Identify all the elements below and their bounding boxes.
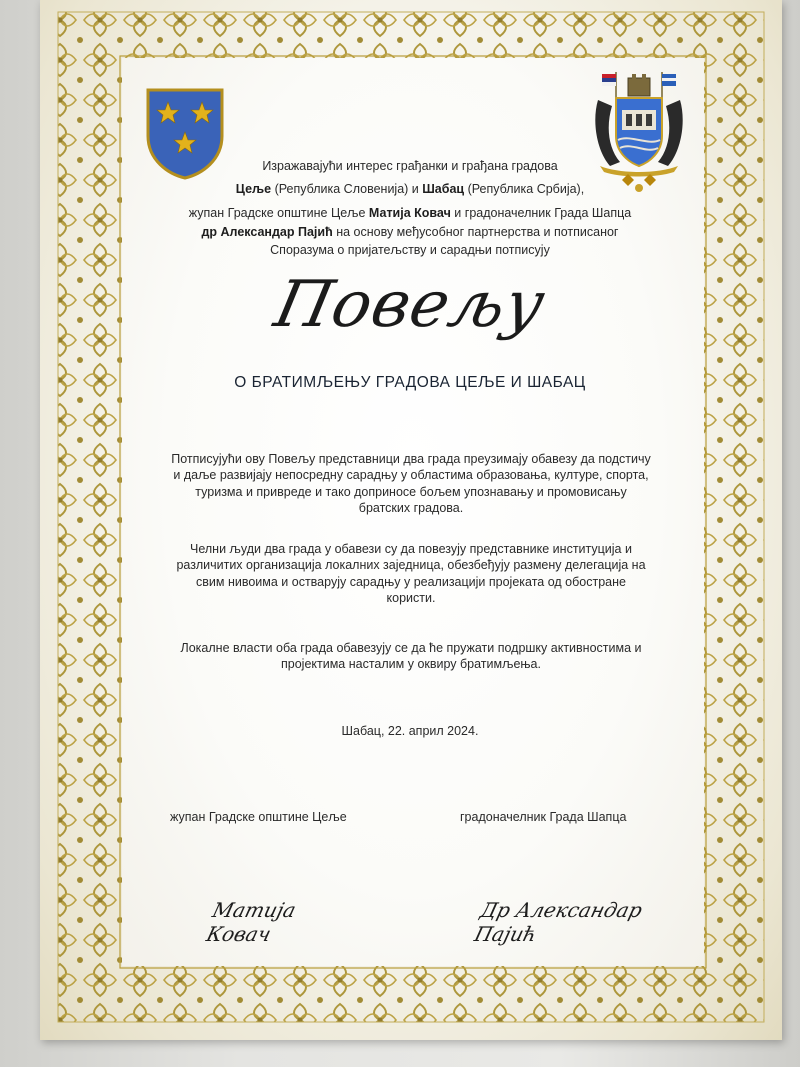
intro-line-3 <box>150 204 670 223</box>
city-sabac: Шабац <box>422 181 465 196</box>
charter-subtitle: О БРАТИМЉЕЊУ ГРАДОВА ЦЕЉЕ И ШАБАЦ <box>234 374 586 391</box>
city-celje: Цеље <box>235 181 272 196</box>
celje-mayor-name: Матија Ковач <box>368 206 451 220</box>
signatory-label-sabac: градоначелник Града Шапца <box>460 810 627 824</box>
sabac-mayor-name: др Александар Пајић <box>201 224 333 239</box>
intro-line-5: Споразума о пријатељству и сарадњи потписују <box>270 243 550 257</box>
charter-title: Повељу <box>268 268 552 342</box>
celje-office-text: жупан Градске општине Цеље <box>188 206 369 220</box>
sabac-office-text: и градоначелник Града Шапца <box>450 206 632 220</box>
intro-line-1: Изражавајући интерес грађанки и грађана градова <box>262 159 558 173</box>
celje-country-note: (Република Словенија) и <box>271 181 423 196</box>
intro-line-4 <box>150 223 670 242</box>
signature-celje-mayor: Матија Ковач <box>204 898 299 946</box>
intro-statement <box>150 157 670 260</box>
place-and-date: Шабац, 22. април 2024. <box>341 724 479 738</box>
paragraph-support: Локалне власти оба града обавезују се да ће пружати подршку активностима и пројектима насталим у оквиру братимљења. <box>180 641 642 672</box>
intro-line-2 <box>150 180 670 199</box>
signature-sabac-mayor: Др Александар Пајић <box>472 898 645 946</box>
paragraph-obligations: Челни људи два града у обавези су да повезују представнике институција и различитих организација локалних заједница, обезбеђују размену делегација на свим нивоима и остварују сарадњу у реализацији пројеката од обостране користи. <box>176 542 646 606</box>
paragraph-cooperation: Потписујући ову Повељу представници два града преузимају обавезу да подстичу и даље развијају непосредну сарадњу у областима образовања, културе, спорта, туризма и привреде и тако доприносе бољем упознавању и промовисању братских градова. <box>171 452 651 516</box>
partnership-text: на основу међусобног партнерства и потписаног <box>332 224 619 239</box>
sabac-country-note: (Република Србија), <box>464 181 585 196</box>
signatory-label-celje: жупан Градске општине Цеље <box>170 810 347 824</box>
